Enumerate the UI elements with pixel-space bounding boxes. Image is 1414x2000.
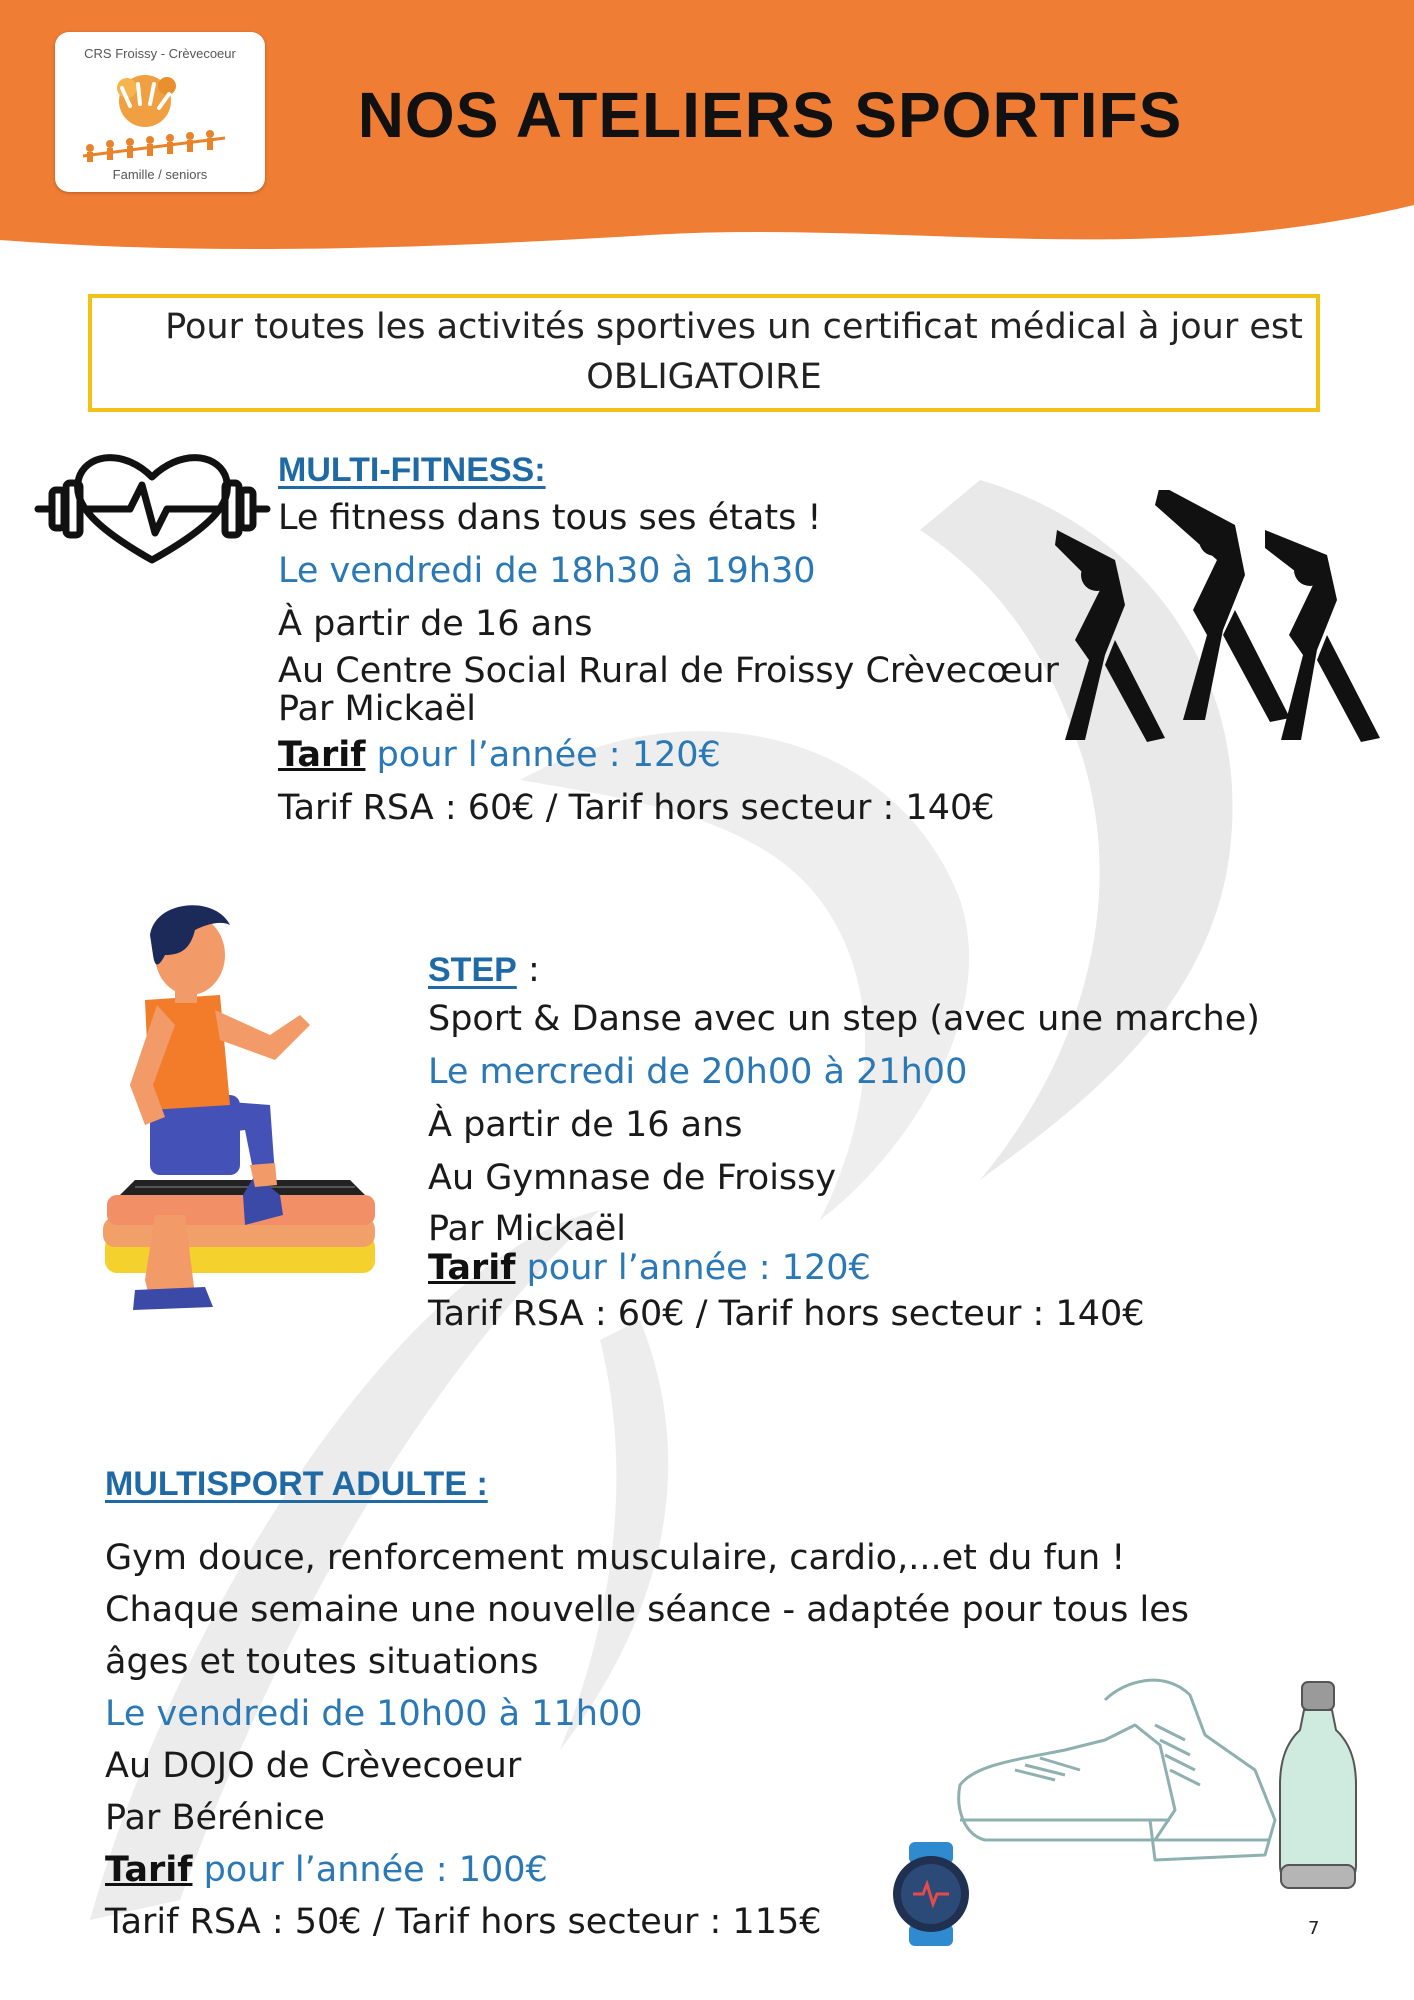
multifitness-tarif-label: Tarif (278, 735, 366, 775)
step-tarif (428, 1248, 1260, 1288)
step-age: À partir de 16 ans (428, 1105, 743, 1145)
multisport-description-3: âges et toutes situations (105, 1642, 539, 1682)
multisport-tarif (105, 1844, 1189, 1896)
multisport-description-2: Chaque semaine une nouvelle séance - adaptée pour tous les (105, 1590, 1189, 1630)
step-tarif-other: Tarif RSA : 60€ / Tarif hors secteur : 140€ (428, 1294, 1145, 1334)
notice-line-2: OBLIGATOIRE (586, 357, 822, 397)
notice-line-1: Pour toutes les activités sportives un certificat médical à jour est (165, 307, 1303, 347)
multifitness-location: Au Centre Social Rural de Froissy Crèvecœur (278, 651, 1059, 691)
organization-logo (55, 32, 265, 192)
multisport-tarif-other: Tarif RSA : 50€ / Tarif hors secteur : 115€ (105, 1902, 822, 1942)
step-exercise-illustration (95, 895, 395, 1315)
multifitness-coach: Par Mickaël (278, 689, 477, 729)
multifitness-tarif (278, 727, 1059, 783)
page-title: NOS ATELIERS SPORTIFS (357, 79, 1183, 151)
step-section (428, 948, 1260, 1345)
water-bottle-icon (1278, 1680, 1358, 1895)
heart-dumbbell-icon (30, 445, 275, 570)
multisport-tarif-value: pour l’année : 100€ (192, 1850, 548, 1890)
multisport-coach: Par Bérénice (105, 1798, 325, 1838)
multifitness-tarif-other: Tarif RSA : 60€ / Tarif hors secteur : 140€ (278, 788, 995, 828)
logo-bottom-text: Famille / seniors (112, 167, 208, 182)
multisport-tarif-label: Tarif (105, 1850, 193, 1890)
multifitness-age: À partir de 16 ans (278, 604, 593, 644)
multisport-description-1: Gym douce, renforcement musculaire, cardio,...et du fun ! (105, 1538, 1126, 1578)
step-coach: Par Mickaël (428, 1209, 627, 1249)
step-tarif-value: pour l’année : 120€ (515, 1248, 871, 1288)
step-tarif-label: Tarif (428, 1248, 516, 1288)
multisport-schedule: Le vendredi de 10h00 à 11h00 (105, 1694, 643, 1734)
step-location: Au Gymnase de Froissy (428, 1158, 837, 1198)
logo-hands-icon (75, 66, 245, 166)
multifitness-description: Le fitness dans tous ses états ! (278, 498, 822, 538)
multisport-location: Au DOJO de Crèvecoeur (105, 1746, 522, 1786)
step-schedule: Le mercredi de 20h00 à 21h00 (428, 1052, 968, 1092)
step-heading: STEP (428, 951, 517, 989)
step-heading-line (428, 948, 1260, 992)
step-description: Sport & Danse avec un step (avec une marche) (428, 999, 1260, 1039)
medical-certificate-notice (88, 294, 1320, 412)
multifitness-section (278, 448, 1059, 833)
multisport-section (105, 1462, 1189, 1948)
multisport-heading: MULTISPORT ADULTE : (105, 1465, 488, 1503)
page-number: 7 (1308, 1918, 1320, 1939)
stretching-people-icon (1055, 490, 1395, 755)
multifitness-tarif-value: pour l’année : 120€ (365, 735, 721, 775)
multifitness-schedule: Le vendredi de 18h30 à 19h30 (278, 551, 816, 591)
step-heading-suffix: : (516, 950, 540, 990)
logo-top-text: CRS Froissy - Crèvecoeur (84, 46, 236, 61)
multifitness-heading: MULTI-FITNESS: (278, 451, 546, 489)
